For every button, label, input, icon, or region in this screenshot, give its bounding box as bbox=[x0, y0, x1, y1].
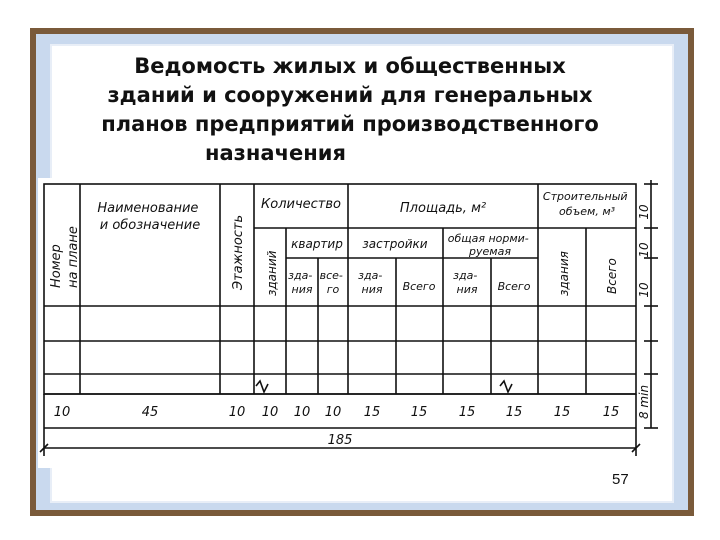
dim-row-3: 10 bbox=[637, 282, 651, 298]
header-number: Номер на плане bbox=[49, 226, 81, 288]
title-line-4: назначения bbox=[205, 141, 346, 165]
dim-col-9: 15 bbox=[458, 405, 476, 420]
dim-total-width: 185 bbox=[327, 433, 353, 448]
header-common-area: общая норми- руемая bbox=[447, 232, 529, 258]
dim-col-11: 15 bbox=[553, 405, 571, 420]
header-bu-buildings: зда- ния bbox=[358, 269, 383, 296]
header-name: Наименование и обозначение bbox=[97, 201, 201, 233]
title-line-2: зданий и сооружений для генеральных bbox=[107, 83, 593, 107]
header-apt-total: все- го bbox=[319, 269, 343, 296]
dim-col-2: 45 bbox=[141, 405, 159, 420]
header-apt-buildings: зда- ния bbox=[288, 269, 313, 296]
dim-col-12: 15 bbox=[602, 405, 620, 420]
header-vol-total: Всего bbox=[605, 258, 619, 294]
header-built-up: застройки bbox=[362, 237, 428, 251]
header-floors: Этажность bbox=[231, 214, 246, 290]
dim-col-10: 15 bbox=[505, 405, 523, 420]
dim-col-6: 10 bbox=[324, 405, 342, 420]
dim-col-7: 15 bbox=[363, 405, 381, 420]
dim-row-2: 10 bbox=[637, 242, 651, 258]
table-drawing bbox=[38, 178, 662, 468]
header-apartments: квартир bbox=[291, 237, 343, 251]
header-quantity: Количество bbox=[261, 197, 341, 212]
dim-row-1: 10 bbox=[637, 204, 651, 220]
header-area: Площадь, м² bbox=[399, 201, 487, 216]
header-volume: Строительный объем, м³ bbox=[542, 190, 628, 218]
dim-col-4: 10 bbox=[261, 405, 279, 420]
header-ca-buildings: зда- ния bbox=[453, 269, 478, 296]
header-ca-total: Всего bbox=[497, 280, 531, 293]
header-quantity-buildings: зданий bbox=[265, 250, 279, 296]
dim-row-min: 8 min bbox=[637, 384, 651, 420]
dim-col-8: 15 bbox=[410, 405, 428, 420]
dim-col-3: 10 bbox=[228, 405, 246, 420]
header-vol-buildings: здания bbox=[557, 251, 571, 296]
header-bu-total: Всего bbox=[402, 280, 436, 293]
title-line-3: планов предприятий производственного bbox=[101, 112, 599, 136]
dim-col-1: 10 bbox=[53, 405, 71, 420]
title-line-1: Ведомость жилых и общественных bbox=[134, 54, 566, 78]
page-number: 57 bbox=[612, 471, 629, 488]
dim-col-5: 10 bbox=[293, 405, 311, 420]
slide-title bbox=[40, 52, 660, 168]
